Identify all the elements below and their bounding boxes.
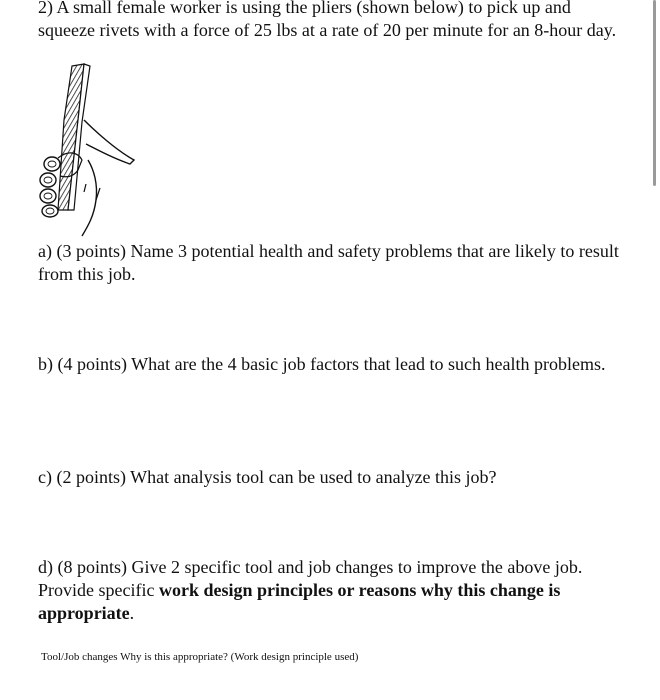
question-intro: 2) A small female worker is using the pliers (shown below) to pick up and squeeze rivets with a force of 25 lbs at a rate of 20 per minute for an 8-hour day.: [38, 0, 617, 40]
question-part-d-text: d) (8 points) Give 2 specific tool and job changes to improve the above job. Provide specific: [38, 557, 583, 600]
question-part-d-end: .: [129, 603, 135, 623]
question-part-d: [38, 556, 628, 625]
pliers-hand-icon: [38, 60, 138, 238]
vertical-scrollbar[interactable]: [653, 0, 656, 186]
question-part-d-bold: work design principles or reasons why this change is appropriate: [38, 580, 561, 623]
table-col-tool-job-changes: Tool/Job changes: [41, 651, 118, 663]
answer-table-header: [41, 650, 358, 664]
question-part-a: a) (3 points) Name 3 potential health and safety problems that are likely to result from this job.: [38, 241, 619, 284]
question-part-c: c) (2 points) What analysis tool can be used to analyze this job?: [38, 467, 497, 487]
question-part-b: b) (4 points) What are the 4 basic job factors that lead to such health problems.: [38, 354, 606, 374]
table-col-why-appropriate: Why is this appropriate? (Work design principle used): [120, 651, 359, 663]
